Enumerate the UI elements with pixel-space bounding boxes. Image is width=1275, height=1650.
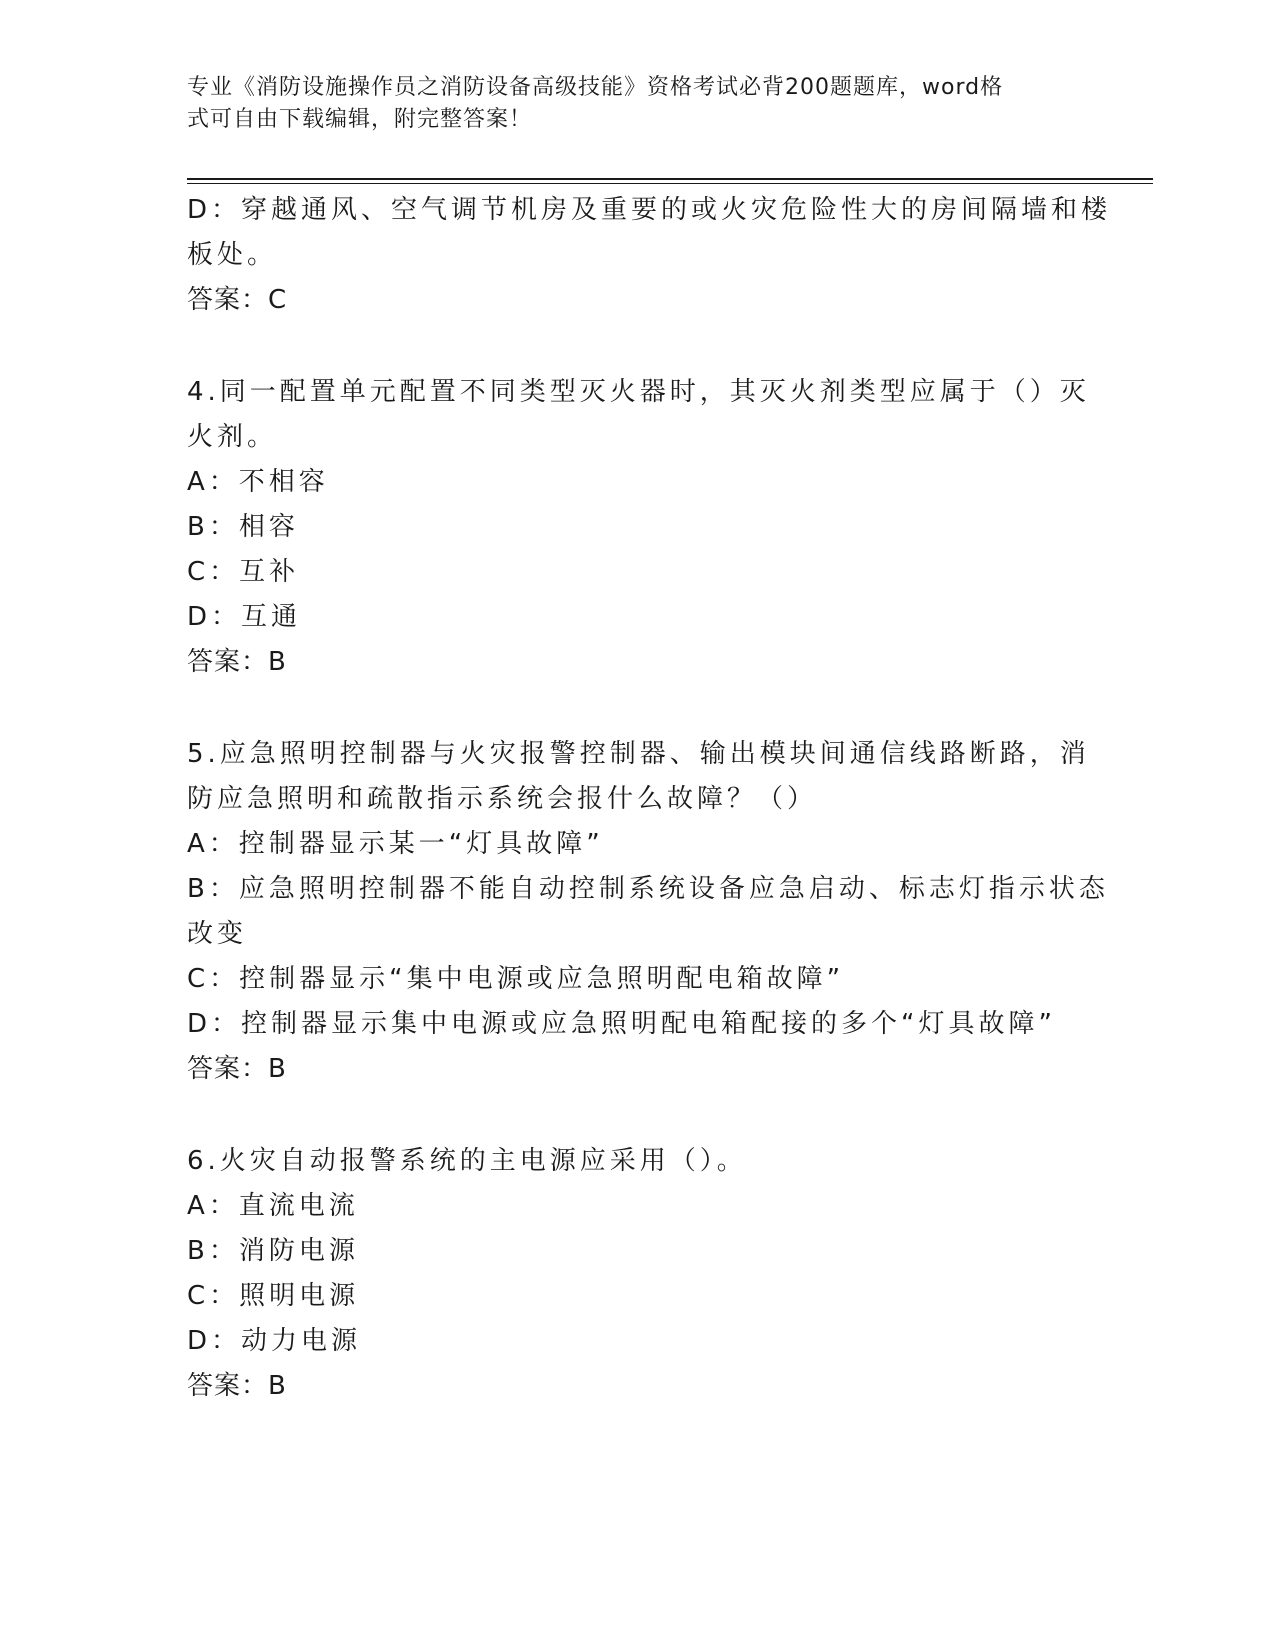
option-d: D：动力电源 <box>187 1326 362 1356</box>
option-b: B：相容 <box>187 512 299 542</box>
answer: 答案：B <box>187 647 287 677</box>
option-a: A：控制器显示某一“灯具故障” <box>187 829 604 859</box>
question-stem: 6.火灾自动报警系统的主电源应采用（）。 <box>187 1146 747 1176</box>
header-line-2: 式可自由下载编辑，附完整答案！ <box>187 107 533 132</box>
option-d-continued: 板处。 <box>187 240 278 270</box>
option-b-continued: 改变 <box>187 919 248 949</box>
header-divider-thick <box>187 178 1153 180</box>
option-c: C：互补 <box>187 557 300 587</box>
option-d: D：穿越通风、空气调节机房及重要的或火灾危险性大的房间隔墙和楼 <box>187 195 1112 225</box>
option-c: C：控制器显示“集中电源或应急照明配电箱故障” <box>187 964 845 994</box>
answer: 答案：B <box>187 1371 287 1401</box>
header-divider-thin <box>187 183 1153 184</box>
question-stem: 5.应急照明控制器与火灾报警控制器、输出模块间通信线路断路，消 <box>187 739 1090 769</box>
option-b: B：应急照明控制器不能自动控制系统设备应急启动、标志灯指示状态 <box>187 874 1109 904</box>
question-4 <box>187 370 1090 685</box>
answer: 答案：B <box>187 1054 287 1084</box>
option-c: C：照明电源 <box>187 1281 360 1311</box>
option-d: D：互通 <box>187 602 302 632</box>
question-6 <box>187 1139 1087 1409</box>
question-stem-continued: 火剂。 <box>187 422 278 452</box>
question-5 <box>187 732 1109 1092</box>
option-a: A：不相容 <box>187 467 329 497</box>
question-stem-continued: 防应急照明和疏散指示系统会报什么故障？（） <box>187 784 818 814</box>
document-header <box>187 72 1067 136</box>
option-b: B：消防电源 <box>187 1236 359 1266</box>
question-spacer <box>187 685 1087 732</box>
answer: 答案：C <box>187 285 288 315</box>
question-spacer <box>187 323 1087 370</box>
header-line-1: 专业《消防设施操作员之消防设备高级技能》资格考试必背200题题库，word格 <box>187 75 1004 100</box>
question-3-tail <box>187 188 1112 323</box>
question-stem: 4.同一配置单元配置不同类型灭火器时，其灭火剂类型应属于（）灭 <box>187 377 1090 407</box>
question-spacer <box>187 1092 1087 1139</box>
option-a: A：直流电流 <box>187 1191 359 1221</box>
document-body <box>187 188 1112 1409</box>
option-d: D：控制器显示集中电源或应急照明配电箱配接的多个“灯具故障” <box>187 1009 1056 1039</box>
